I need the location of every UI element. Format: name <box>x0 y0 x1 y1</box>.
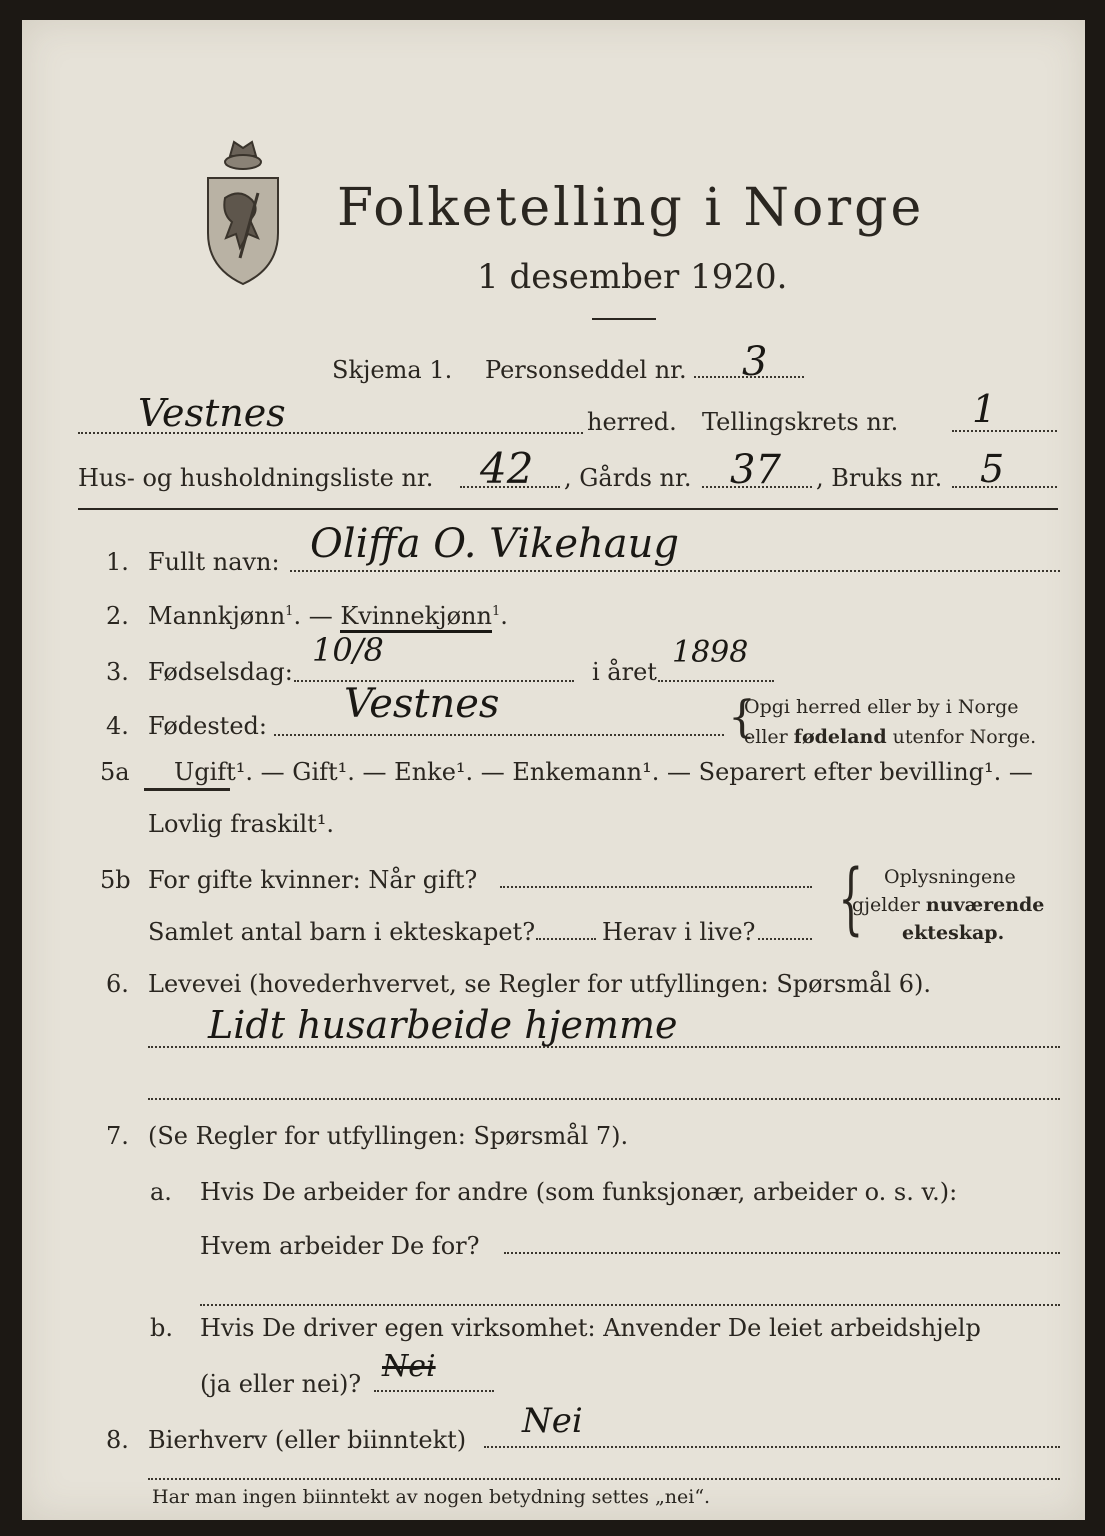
bruks-label: , Bruks nr. <box>816 464 943 492</box>
q4-birthplace[interactable]: Vestnes <box>344 681 500 727</box>
title-divider <box>592 318 656 320</box>
q3-year-label: i året <box>592 658 657 686</box>
q3-label: Fødselsdag: <box>148 658 293 686</box>
bruks-line <box>952 486 1057 488</box>
census-date: 1 desember 1920. <box>477 257 788 297</box>
q7b-answer-line <box>374 1390 494 1392</box>
footnote: Har man ingen biinntekt av nogen betydning settes „nei“. <box>152 1486 711 1508</box>
q1-full-name[interactable]: Oliffa O. Vikehaug <box>310 521 680 567</box>
q6-occupation[interactable]: Lidt husarbeide hjemme <box>208 1003 678 1047</box>
gards-value[interactable]: 37 <box>730 447 781 493</box>
personseddel-label: Personseddel nr. <box>485 356 687 384</box>
q2-options: Mannkjønn$^1$. — Kvinnekjønn$^1$. <box>148 604 508 628</box>
q3-year-line <box>658 680 774 682</box>
q8-label: Bierhverv (eller biinntekt) <box>148 1426 467 1454</box>
q5b-note-3: ekteskap. <box>902 922 1005 944</box>
q4-line <box>274 734 724 736</box>
q6-line-2 <box>148 1098 1060 1100</box>
herred-value[interactable]: Vestnes <box>138 391 286 435</box>
q1-line <box>290 570 1060 572</box>
q7a-line2: Hvem arbeider De for? <box>200 1232 480 1260</box>
q7a-number: a. <box>150 1178 172 1206</box>
q7a-line1: Hvis De arbeider for andre (som funksjonær, arbeider o. s. v.): <box>200 1178 958 1206</box>
personseddel-value[interactable]: 3 <box>742 339 768 385</box>
q8-answer[interactable]: Nei <box>522 1401 583 1441</box>
q5b-married-line <box>500 886 812 888</box>
q4-note-1: Opgi herred eller by i Norge <box>744 696 1019 718</box>
q7b-number: b. <box>150 1314 173 1342</box>
q1-label: Fullt navn: <box>148 548 280 576</box>
q5b-alive-line <box>758 938 812 940</box>
header-separator <box>78 508 1058 510</box>
q2-number: 2. <box>106 602 129 630</box>
q3-number: 3. <box>106 658 129 686</box>
q5a-options-line2[interactable]: Lovlig fraskilt¹. <box>148 810 335 838</box>
q7-label: (Se Regler for utfyllingen: Spørsmål 7). <box>148 1122 629 1150</box>
tellingskrets-value[interactable]: 1 <box>972 387 997 431</box>
q5a-number: 5a <box>100 758 130 786</box>
q5a-ugift-underline <box>144 788 230 791</box>
q5b-alive-label: Herav i live? <box>602 918 756 946</box>
q7b-answer[interactable]: Nei <box>382 1349 436 1384</box>
q2-female[interactable]: Kvinnekjønn <box>340 602 492 633</box>
q7b-line1: Hvis De driver egen virksomhet: Anvender De leiet arbeidshjelp <box>200 1314 981 1342</box>
q5b-married-label: For gifte kvinner: Når gift? <box>148 866 478 894</box>
q7b-line2: (ja eller nei)? <box>200 1370 362 1398</box>
bruks-value[interactable]: 5 <box>980 447 1005 491</box>
q2-male[interactable]: Mannkjønn <box>148 602 286 630</box>
gards-label: , Gårds nr. <box>564 464 692 492</box>
q5b-number: 5b <box>100 866 131 894</box>
q3-birth-year[interactable]: 1898 <box>672 635 749 670</box>
census-form-sheet <box>22 20 1085 1520</box>
husliste-label: Hus- og husholdningsliste nr. <box>78 464 434 492</box>
form-title: Folketelling i Norge <box>337 178 925 238</box>
skjema-label: Skjema 1. <box>332 356 453 384</box>
q7-number: 7. <box>106 1122 129 1150</box>
coat-of-arms-icon <box>200 138 286 288</box>
tellingskrets-line <box>952 430 1057 432</box>
q5a-options[interactable]: Ugift¹. — Gift¹. — Enke¹. — Enkemann¹. — Separert efter bevilling¹. — <box>174 758 1033 786</box>
q8-number: 8. <box>106 1426 129 1454</box>
q4-note-2: eller fødeland utenfor Norge. <box>744 726 1037 748</box>
q7a-extra-line <box>200 1304 1060 1306</box>
herred-label: herred. <box>587 408 677 436</box>
q8-extra-line <box>148 1478 1060 1480</box>
q4-label: Fødested: <box>148 712 267 740</box>
q4-number: 4. <box>106 712 129 740</box>
q5b-children-line <box>536 938 596 940</box>
q8-line <box>484 1446 1060 1448</box>
q4-note-brace: { <box>728 692 756 743</box>
q7a-employer-line[interactable] <box>504 1252 1060 1254</box>
q5b-note-brace: { <box>838 854 864 944</box>
q6-label: Levevei (hovederhvervet, se Regler for utfyllingen: Spørsmål 6). <box>148 970 932 998</box>
q1-number: 1. <box>106 548 129 576</box>
q5b-note-2: gjelder nuværende <box>852 894 1045 916</box>
tellingskrets-label: Tellingskrets nr. <box>702 408 899 436</box>
q6-number: 6. <box>106 970 129 998</box>
husliste-value[interactable]: 42 <box>480 444 534 493</box>
q5b-note-1: Oplysningene <box>884 866 1016 888</box>
q5b-children-label: Samlet antal barn i ekteskapet? <box>148 918 536 946</box>
q3-birth-day[interactable]: 10/8 <box>312 631 384 669</box>
